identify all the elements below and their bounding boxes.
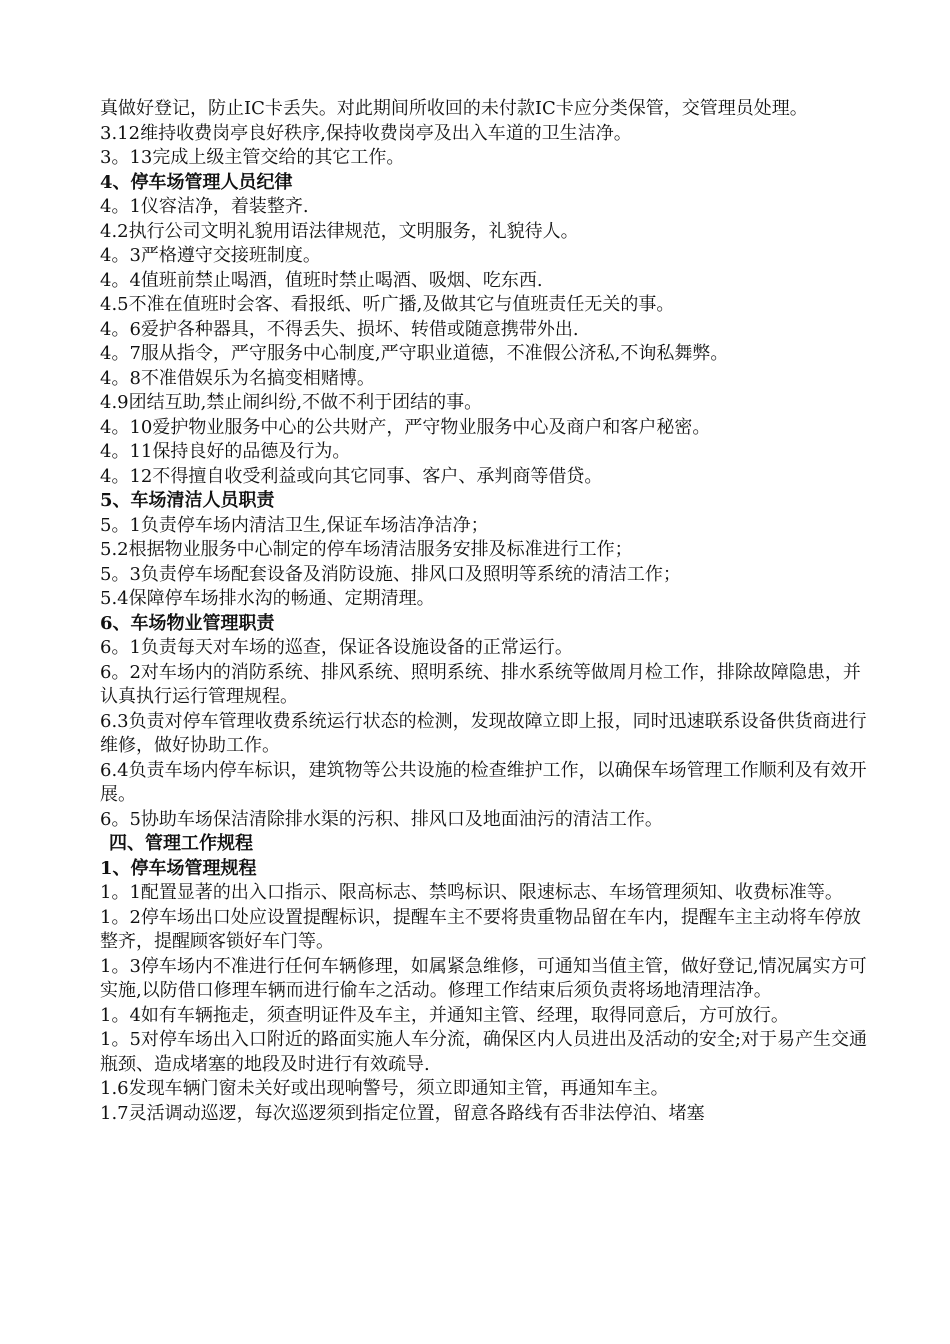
paragraph: 4.2执行公司文明礼貌用语法律规范，文明服务，礼貌待人。 xyxy=(100,220,579,242)
paragraph: 1。1配置显著的出入口指示、限高标志、禁鸣标识、限速标志、车场管理须知、收费标准等。 xyxy=(100,882,843,903)
paragraph: 1。3停车场内不准进行任何车辆修理，如属紧急维修，可通知当值主管，做好登记,情况属实方可实施,以防借口修理车辆而进行偷车之活动。修理工作结束后须负责将场地清理洁净。 xyxy=(100,955,867,1001)
paragraph: 4。8不准借娱乐为名搞变相赌博。 xyxy=(100,367,375,389)
section-heading: 4、停车场管理人员纪律 xyxy=(100,171,293,193)
paragraph: 4.9团结互助,禁止闹纠纷,不做不利于团结的事。 xyxy=(100,392,483,413)
paragraph: 4。4值班前禁止喝酒，值班时禁止喝酒、吸烟、吃东西. xyxy=(100,269,543,291)
paragraph: 6.3负责对停车管理收费系统运行状态的检测，发现故障立即上报，同时迅速联系设备供货商进行维修，做好协助工作。 xyxy=(100,710,867,756)
section-heading: 6、车场物业管理职责 xyxy=(100,612,275,634)
section-heading: 5、车场清洁人员职责 xyxy=(100,490,275,511)
paragraph: 1.7灵活调动巡逻，每次巡逻须到指定位置，留意各路线有否非法停泊、堵塞 xyxy=(100,1102,705,1124)
paragraph: 4。1仪容洁净，着装整齐. xyxy=(100,196,309,217)
paragraph: 4.5不准在值班时会客、看报纸、听广播,及做其它与值班责任无关的事。 xyxy=(100,294,675,315)
section-heading: 1、停车场管理规程 xyxy=(100,857,257,879)
paragraph: 6。5协助车场保洁清除排水渠的污积、排风口及地面油污的清洁工作。 xyxy=(100,808,663,830)
paragraph: 5。3负责停车场配套设备及消防设施、排风口及照明等系统的清洁工作； xyxy=(100,563,681,585)
document-body xyxy=(100,97,870,1126)
paragraph: 4。12不得擅自收受利益或向其它同事、客户、承判商等借贷。 xyxy=(100,465,603,487)
paragraph: 5。1负责停车场内清洁卫生,保证车场洁净洁净； xyxy=(100,514,489,536)
paragraph: 5.4保障停车场排水沟的畅通、定期清理。 xyxy=(100,588,435,609)
paragraph: 4。7服从指令，严守服务中心制度,严守职业道德，不准假公济私,不询私舞弊。 xyxy=(100,343,729,364)
paragraph: 1。4如有车辆拖走，须查明证件及车主，并通知主管、经理，取得同意后，方可放行。 xyxy=(100,1004,789,1026)
paragraph: 5.2根据物业服务中心制定的停车场清洁服务安排及标准进行工作； xyxy=(100,539,633,560)
paragraph: 3.12维持收费岗亭良好秩序,保持收费岗亭及出入车道的卫生洁净。 xyxy=(100,122,632,144)
paragraph: 真做好登记，防止IC卡丢失。对此期间所收回的未付款IC卡应分类保管，交管理员处理。 xyxy=(100,98,808,119)
paragraph: 6。2对车场内的消防系统、排风系统、照明系统、排水系统等做周月检工作，排除故障隐患，并认真执行运行管理规程。 xyxy=(100,661,861,707)
paragraph: 4。6爱护各种器具，不得丢失、损坏、转借或随意携带外出. xyxy=(100,318,579,340)
paragraph: 1。5对停车场出入口附近的路面实施人车分流，确保区内人员进出及活动的安全;对于易产生交通瓶颈、造成堵塞的地段及时进行有效疏导. xyxy=(100,1029,867,1075)
paragraph: 4。11保持良好的品德及行为。 xyxy=(100,441,351,462)
paragraph: 6。1负责每天对车场的巡查，保证各设施设备的正常运行。 xyxy=(100,637,573,658)
paragraph: 4。3严格遵守交接班制度。 xyxy=(100,245,321,266)
paragraph: 6.4负责车场内停车标识，建筑物等公共设施的检查维护工作，以确保车场管理工作顺利及有效开展。 xyxy=(100,759,867,805)
section-heading: 四、管理工作规程 xyxy=(109,833,253,854)
paragraph: 3。13完成上级主管交给的其它工作。 xyxy=(100,147,405,168)
paragraph: 1.6发现车辆门窗未关好或出现响警号，须立即通知主管，再通知车主。 xyxy=(100,1078,669,1099)
paragraph: 4。10爱护物业服务中心的公共财产，严守物业服务中心及商户和客户秘密。 xyxy=(100,416,711,438)
paragraph: 1。2停车场出口处应设置提醒标识，提醒车主不要将贵重物品留在车内，提醒车主主动将车停放整齐，提醒顾客锁好车门等。 xyxy=(100,906,861,952)
